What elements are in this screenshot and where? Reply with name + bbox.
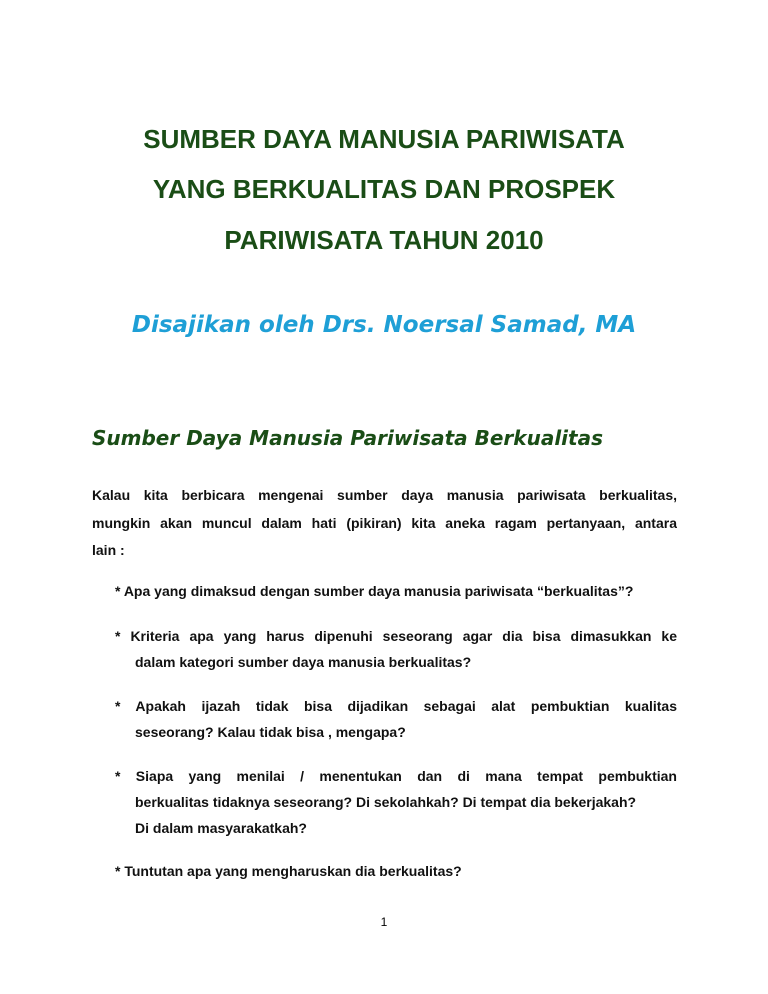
question-3-line-2: seseorang? Kalau tidak bisa , mengapa? (135, 724, 406, 740)
title-line-2: YANG BERKUALITAS DAN PROSPEK (152, 174, 616, 204)
intro-line-2: mungkin akan muncul dalam hati (pikiran) kita aneka ragam pertanyaan, antara (92, 515, 677, 531)
question-5-line-1: * Tuntutan apa yang mengharuskan dia berkualitas? (115, 863, 462, 879)
page-number: 1 (380, 915, 388, 929)
question-3-line-1: * Apakah ijazah tidak bisa dijadikan sebagai alat pembuktian kualitas (115, 698, 677, 714)
intro-line-1: Kalau kita berbicara mengenai sumber daya manusia pariwisata berkualitas, (92, 487, 677, 503)
question-4-line-3: Di dalam masyarakatkah? (135, 820, 307, 836)
question-4-line-1: * Siapa yang menilai / menentukan dan di mana tempat pembuktian (115, 768, 677, 784)
title-line-3: PARIWISATA TAHUN 2010 (224, 225, 544, 255)
title-line-1: SUMBER DAYA MANUSIA PARIWISATA (143, 124, 625, 154)
presenter-line: Disajikan oleh Drs. Noersal Samad, MA (131, 312, 637, 338)
question-2-line-2: dalam kategori sumber daya manusia berkualitas? (135, 654, 472, 670)
section-heading: Sumber Daya Manusia Pariwisata Berkualitas (92, 426, 603, 450)
question-4-line-2: berkualitas tidaknya seseorang? Di sekolahkah? Di tempat dia bekerjakah? (135, 794, 637, 810)
question-1-line-1: * Apa yang dimaksud dengan sumber daya manusia pariwisata “berkualitas”? (115, 583, 634, 599)
intro-line-3: lain : (92, 542, 125, 558)
question-2-line-1: * Kriteria apa yang harus dipenuhi seseorang agar dia bisa dimasukkan ke (115, 628, 677, 644)
